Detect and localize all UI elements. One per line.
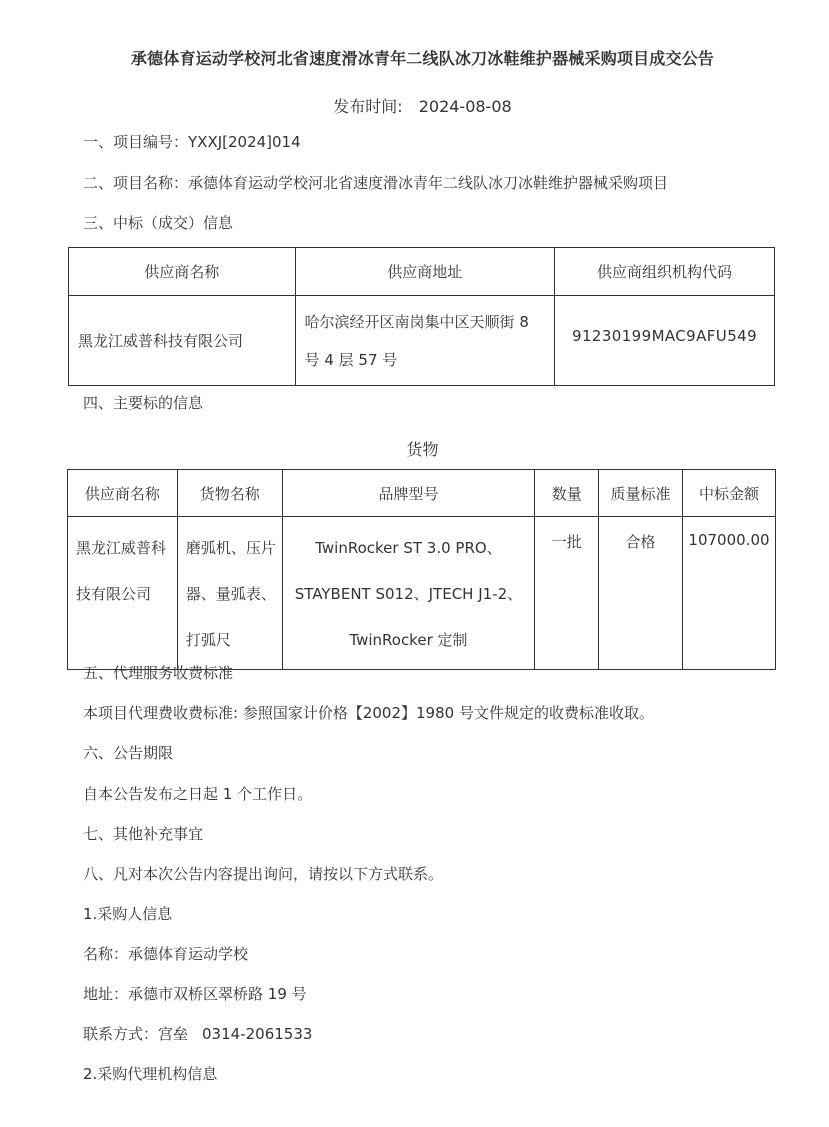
amount-cell: 107000.00 bbox=[682, 517, 775, 670]
header-quantity: 数量 bbox=[535, 470, 599, 517]
goods-table bbox=[67, 469, 776, 670]
brand-line: TwinRocker ST 3.0 PRO、 bbox=[315, 539, 502, 557]
header-supplier-name: 供应商名称 bbox=[69, 248, 296, 296]
section-award-info: 三、中标（成交）信息 bbox=[83, 214, 234, 232]
header-quality: 质量标准 bbox=[599, 470, 683, 517]
table-row bbox=[68, 517, 776, 670]
header-amount: 中标金额 bbox=[682, 470, 775, 517]
goods-label: 货物 bbox=[406, 440, 439, 459]
brand-line: TwinRocker 定制 bbox=[349, 631, 468, 649]
table-row bbox=[69, 296, 775, 386]
contact-person: 联系方式：宫垒 bbox=[83, 1025, 189, 1043]
quality-cell: 合格 bbox=[599, 517, 683, 670]
agency-fee-text: 本项目代理费收费标准: 参照国家计价格【2002】1980 号文件规定的收费标准收取。 bbox=[83, 704, 654, 722]
section-contact: 八、凡对本次公告内容提出询问，请按以下方式联系。 bbox=[83, 865, 444, 883]
purchaser-name: 名称：承德体育运动学校 bbox=[83, 945, 249, 963]
quantity-cell: 一批 bbox=[535, 517, 599, 670]
section-other-matters: 七、其他补充事宜 bbox=[83, 825, 204, 843]
brand-line: STAYBENT S012、JTECH J1-2、 bbox=[294, 585, 523, 603]
page-title: 承德体育运动学校河北省速度滑冰青年二线队冰刀冰鞋维护器械采购项目成交公告 bbox=[130, 49, 715, 68]
section-agency-fee: 五、代理服务收费标准 bbox=[83, 664, 234, 682]
publish-date: 2024-08-08 bbox=[418, 97, 512, 116]
contact-phone: 0314-2061533 bbox=[202, 1025, 313, 1043]
header-brand-model: 品牌型号 bbox=[282, 470, 535, 517]
goods-table-header bbox=[68, 470, 776, 517]
project-number: 一、项目编号：YXXJ[2024]014 bbox=[83, 133, 301, 151]
header-supplier-code: 供应商组织机构代码 bbox=[555, 248, 775, 296]
purchaser-heading: 1.采购人信息 bbox=[83, 905, 173, 923]
supplier-name-cell: 黑龙江威普科技有限公司 bbox=[69, 296, 296, 386]
supplier-address-cell: 哈尔滨经开区南岗集中区天顺街 8 号 4 层 57 号 bbox=[295, 296, 555, 386]
supplier-code-cell: 91230199MAC9AFU549 bbox=[555, 296, 775, 386]
notice-period-text: 自本公告发布之日起 1 个工作日。 bbox=[83, 785, 313, 803]
publish-time-label: 发布时间: bbox=[333, 97, 403, 116]
supplier-table-header bbox=[69, 248, 775, 296]
project-name: 二、项目名称：承德体育运动学校河北省速度滑冰青年二线队冰刀冰鞋维护器械采购项目 bbox=[83, 174, 669, 192]
section-notice-period: 六、公告期限 bbox=[83, 744, 174, 762]
header-supplier: 供应商名称 bbox=[68, 470, 178, 517]
goods-supplier-cell: 黑龙江威普科技有限公司 bbox=[68, 517, 178, 670]
supplier-table bbox=[68, 247, 775, 386]
purchaser-contact bbox=[83, 1023, 312, 1044]
header-supplier-address: 供应商地址 bbox=[295, 248, 555, 296]
section-main-items: 四、主要标的信息 bbox=[83, 394, 204, 412]
header-goods-name: 货物名称 bbox=[177, 470, 282, 517]
agency-heading: 2.采购代理机构信息 bbox=[83, 1065, 218, 1083]
brand-model-cell bbox=[282, 517, 535, 670]
publish-time bbox=[0, 94, 829, 117]
goods-name-cell: 磨弧机、压片器、量弧表、打弧尺 bbox=[177, 517, 282, 670]
purchaser-address: 地址：承德市双桥区翠桥路 19 号 bbox=[83, 985, 307, 1003]
